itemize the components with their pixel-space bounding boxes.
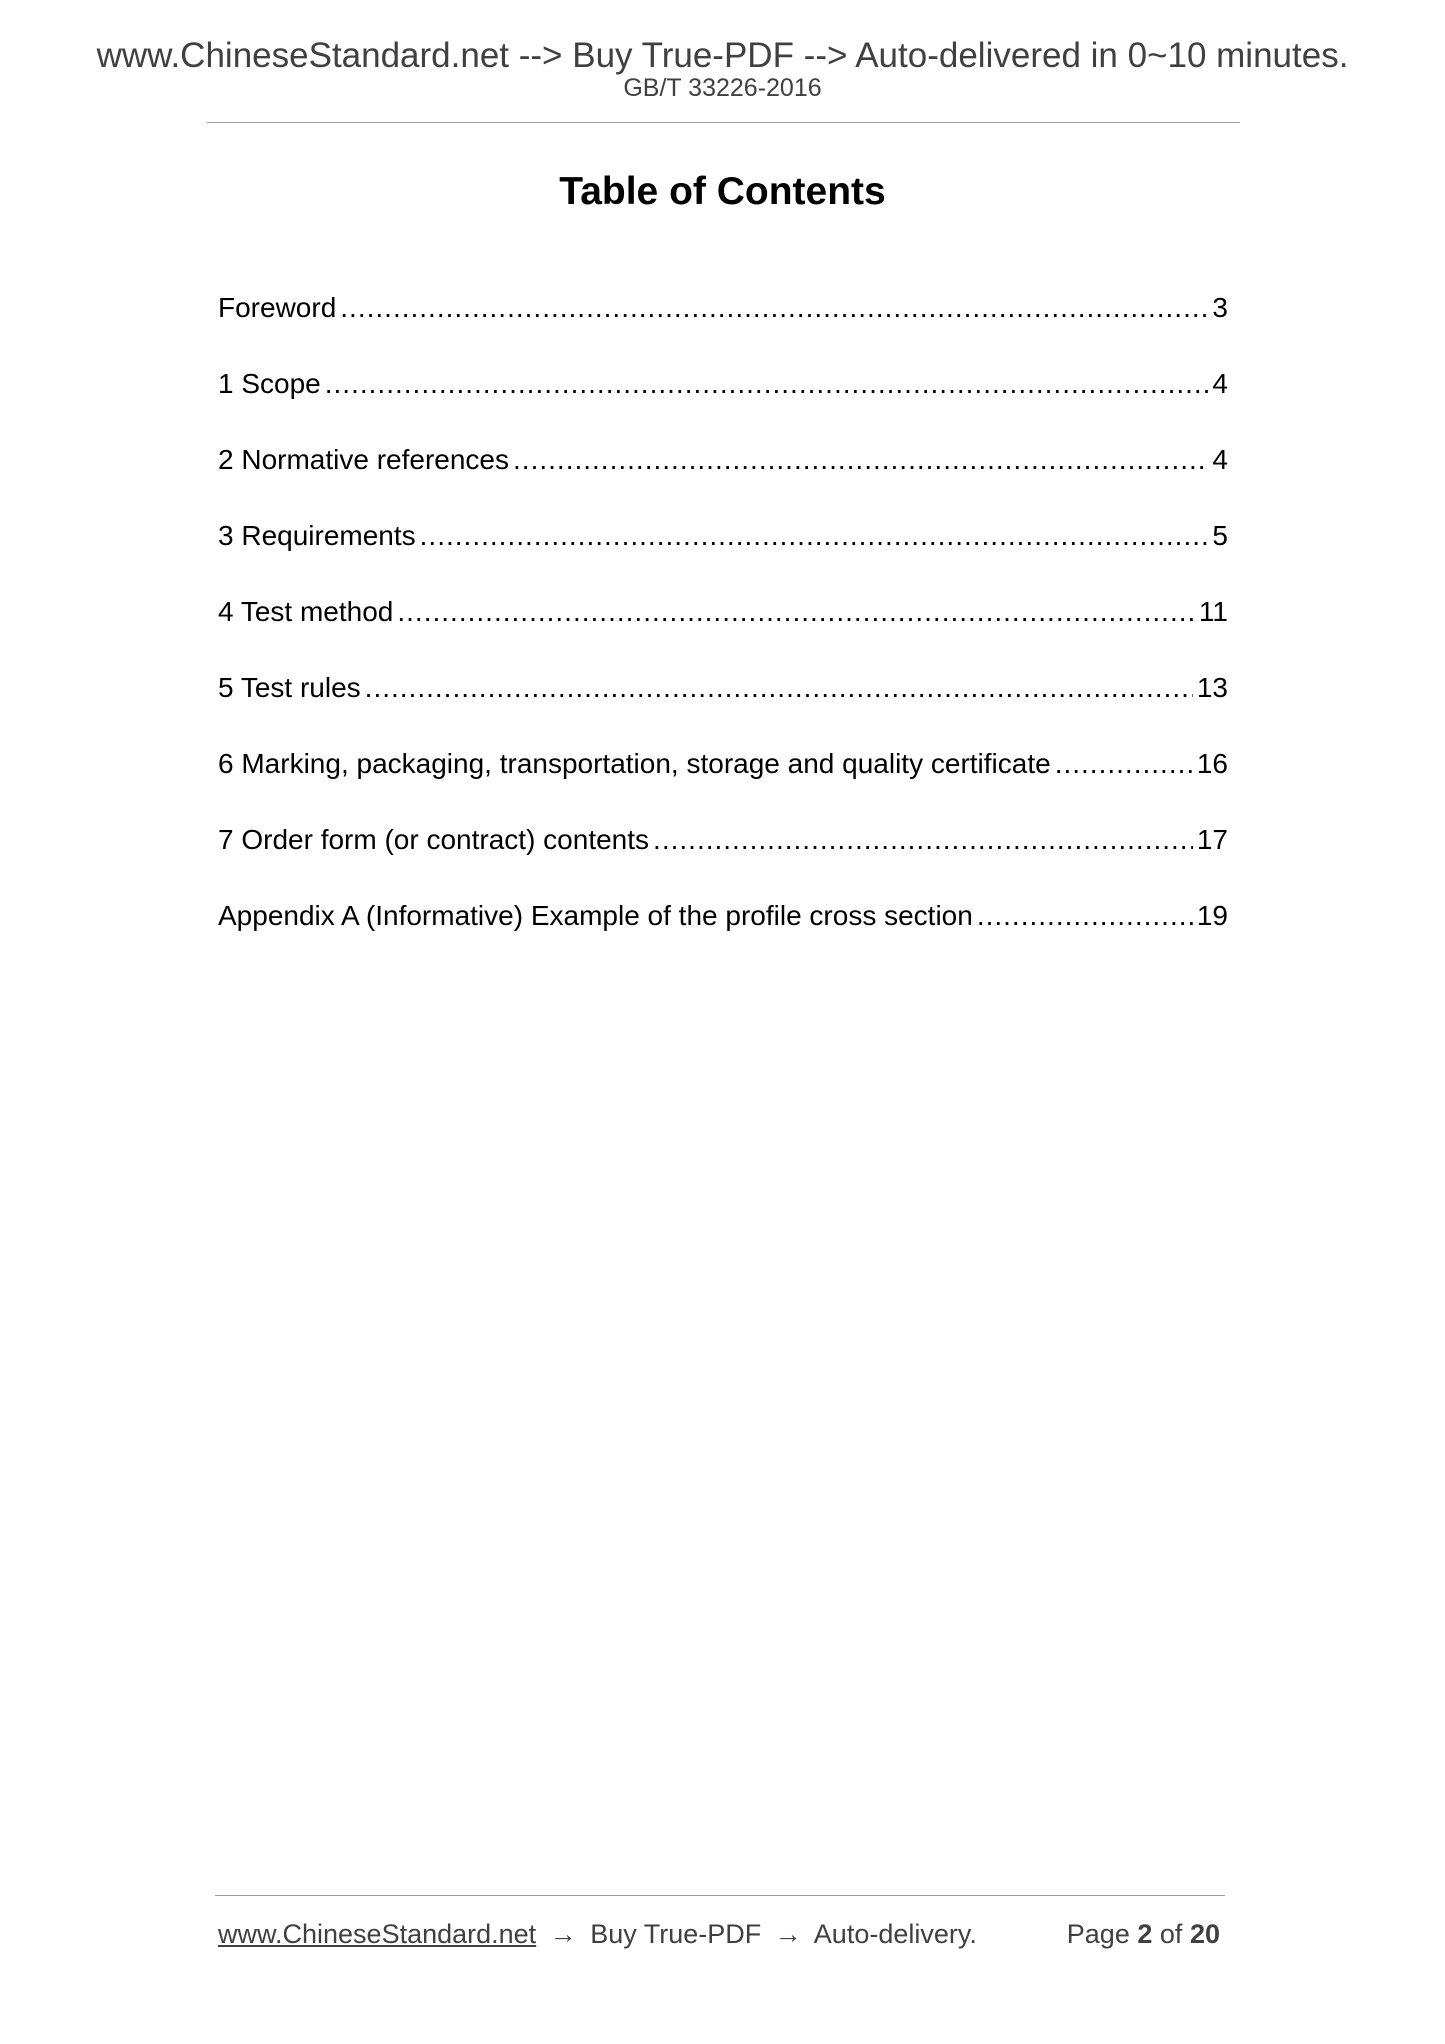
- toc-entry-label: 3 Requirements: [218, 520, 416, 551]
- toc-entry-page: 13: [1196, 672, 1228, 703]
- footer-delivery-text: Auto-delivery.: [813, 1919, 977, 1949]
- toc-entry-page: 4: [1212, 368, 1228, 399]
- toc-dot-leader: [420, 518, 1209, 554]
- toc-entry-page: 11: [1198, 596, 1228, 627]
- toc-entry-page: 17: [1196, 824, 1228, 855]
- toc-entry-marking-packaging[interactable]: [218, 746, 1228, 822]
- toc-dot-leader: [653, 822, 1193, 858]
- arrow-right-icon: →: [549, 1919, 577, 1949]
- toc-entry-page: 3: [1212, 292, 1228, 323]
- toc-entry-appendix-a[interactable]: [218, 898, 1228, 974]
- toc-entry-order-form[interactable]: [218, 822, 1228, 898]
- toc-entry-label: Appendix A (Informative) Example of the profile cross section: [218, 900, 973, 931]
- toc-dot-leader: [513, 442, 1208, 478]
- toc-entry-normative-references[interactable]: [218, 442, 1228, 518]
- toc-entry-page: 4: [1212, 444, 1228, 475]
- standard-code: GB/T 33226-2016: [623, 74, 822, 102]
- toc-entry-page: 19: [1196, 900, 1228, 931]
- toc-entry-requirements[interactable]: [218, 518, 1228, 594]
- toc-entry-label: Foreword: [218, 292, 337, 323]
- toc-entry-label: 6 Marking, packaging, transportation, storage and quality certificate: [218, 748, 1051, 779]
- toc-dot-leader: [977, 898, 1193, 934]
- toc-title: Table of Contents: [559, 170, 886, 213]
- page-total: 20: [1189, 1919, 1220, 1949]
- toc-entry-label: 7 Order form (or contract) contents: [218, 824, 650, 855]
- toc-entry-test-method[interactable]: [218, 594, 1228, 670]
- footer-promo: [218, 1918, 977, 1950]
- toc-list: [218, 290, 1228, 974]
- toc-dot-leader: [325, 366, 1209, 402]
- toc-entry-scope[interactable]: [218, 366, 1228, 442]
- toc-entry-page: 16: [1196, 748, 1228, 779]
- toc-dot-leader: [1055, 746, 1193, 782]
- page-current: 2: [1137, 1919, 1153, 1949]
- toc-entry-test-rules[interactable]: [218, 670, 1228, 746]
- of-word: of: [1159, 1919, 1183, 1949]
- page-number: [1067, 1918, 1220, 1950]
- header-divider: [207, 122, 1240, 123]
- footer-buy-text: Buy True-PDF: [590, 1919, 762, 1949]
- toc-entry-label: 5 Test rules: [218, 672, 361, 703]
- page-word: Page: [1066, 1919, 1130, 1949]
- toc-entry-foreword[interactable]: [218, 290, 1228, 366]
- toc-entry-label: 1 Scope: [218, 368, 321, 399]
- arrow-right-icon: →: [774, 1919, 802, 1949]
- toc-entry-label: 2 Normative references: [218, 444, 510, 475]
- footer-divider: [215, 1895, 1225, 1896]
- toc-entry-label: 4 Test method: [218, 596, 394, 627]
- toc-entry-page: 5: [1212, 520, 1228, 551]
- toc-dot-leader: [397, 594, 1195, 630]
- toc-dot-leader: [365, 670, 1193, 706]
- toc-dot-leader: [340, 290, 1208, 326]
- footer-site-link[interactable]: www.ChineseStandard.net: [218, 1919, 537, 1949]
- top-banner: www.ChineseStandard.net --> Buy True-PDF --> Auto-delivered in 0~10 minutes.: [96, 36, 1349, 75]
